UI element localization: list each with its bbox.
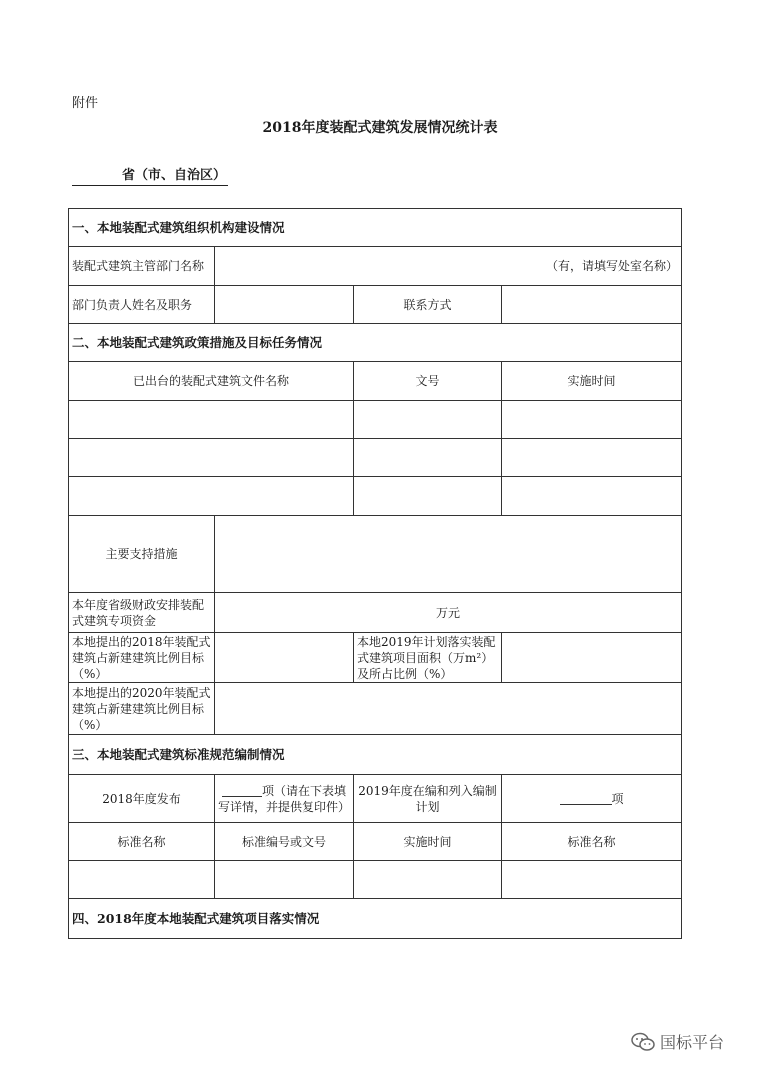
std-name-cell[interactable] (69, 861, 215, 899)
col-std-name-2: 标准名称 (502, 823, 682, 861)
section-4-header: 四、2018年度本地装配式建筑项目落实情况 (69, 899, 682, 939)
policy-row (69, 477, 682, 516)
watermark-text: 国标平台 (660, 1033, 725, 1052)
std-date-cell[interactable] (354, 861, 502, 899)
attachment-label: 附件 (72, 96, 99, 111)
section-2-header: 二、本地装配式建筑政策措施及目标任务情况 (69, 324, 682, 362)
col-doc-name: 已出台的装配式建筑文件名称 (69, 362, 354, 401)
doc-date-cell[interactable] (502, 477, 682, 516)
section-3-row (69, 735, 682, 775)
measures-label: 主要支持措施 (69, 516, 215, 593)
statistics-form-table (68, 208, 682, 939)
fund-field[interactable]: 万元 (215, 593, 682, 633)
fund-row (69, 593, 682, 633)
plan-2019-label: 本地2019年计划落实装配式建筑项目面积（万m²）及所占比例（%） (354, 633, 502, 683)
doc-no-cell[interactable] (354, 439, 502, 477)
doc-no-cell[interactable] (354, 401, 502, 439)
contact-label: 联系方式 (354, 286, 502, 324)
doc-name-cell[interactable] (69, 439, 354, 477)
col-std-name: 标准名称 (69, 823, 215, 861)
measures-field[interactable] (215, 516, 682, 593)
standards-header-row (69, 823, 682, 861)
std-no-cell[interactable] (215, 861, 354, 899)
watermark (630, 1030, 724, 1053)
target-2018-field[interactable] (215, 633, 354, 683)
target-2020-field[interactable] (215, 683, 682, 735)
section-1-header: 一、本地装配式建筑组织机构建设情况 (69, 209, 682, 247)
doc-date-cell[interactable] (502, 439, 682, 477)
doc-name-cell[interactable] (69, 401, 354, 439)
policy-row (69, 401, 682, 439)
inprogress-unit: 项 (611, 791, 624, 806)
std-name-2-cell[interactable] (502, 861, 682, 899)
section-1-row (69, 209, 682, 247)
head-label: 部门负责人姓名及职务 (69, 286, 215, 324)
standards-summary-row (69, 775, 682, 823)
inprogress-label: 2019年度在编和列入编制计划 (354, 775, 502, 823)
contact-field[interactable] (502, 286, 682, 324)
target-2018-label: 本地提出的2018年装配式建筑占新建建筑比例目标（%） (69, 633, 215, 683)
published-label: 2018年度发布 (69, 775, 215, 823)
doc-date-cell[interactable] (502, 401, 682, 439)
dept-row (69, 247, 682, 286)
fund-label: 本年度省级财政安排装配式建筑专项资金 (69, 593, 215, 633)
dept-label: 装配式建筑主管部门名称 (69, 247, 215, 286)
wechat-icon (630, 1032, 656, 1052)
head-row (69, 286, 682, 324)
measures-row (69, 516, 682, 593)
inprogress-count-blank[interactable] (560, 792, 612, 805)
target-2020-row (69, 683, 682, 735)
section-4-row (69, 899, 682, 939)
target-2018-row (69, 633, 682, 683)
province-label: 省（市、自治区） (72, 164, 228, 186)
published-note: 项（请在下表填写详情，并提供复印件） (218, 783, 351, 814)
doc-no-cell[interactable] (354, 477, 502, 516)
section-2-row (69, 324, 682, 362)
col-date: 实施时间 (502, 362, 682, 401)
doc-name-cell[interactable] (69, 477, 354, 516)
section-3-header: 三、本地装配式建筑标准规范编制情况 (69, 735, 682, 775)
plan-2019-field[interactable] (502, 633, 682, 683)
head-field[interactable] (215, 286, 354, 324)
published-count-blank[interactable] (222, 784, 262, 797)
col-std-date: 实施时间 (354, 823, 502, 861)
policy-header-row (69, 362, 682, 401)
published-field[interactable] (215, 775, 354, 823)
policy-row (69, 439, 682, 477)
target-2020-label: 本地提出的2020年装配式建筑占新建建筑比例目标（%） (69, 683, 215, 735)
dept-field[interactable]: （有，请填写处室名称） (215, 247, 682, 286)
inprogress-field[interactable] (502, 775, 682, 823)
standards-row (69, 861, 682, 899)
col-std-no: 标准编号或文号 (215, 823, 354, 861)
col-doc-no: 文号 (354, 362, 502, 401)
page-title: 2018年度装配式建筑发展情况统计表 (262, 120, 498, 136)
